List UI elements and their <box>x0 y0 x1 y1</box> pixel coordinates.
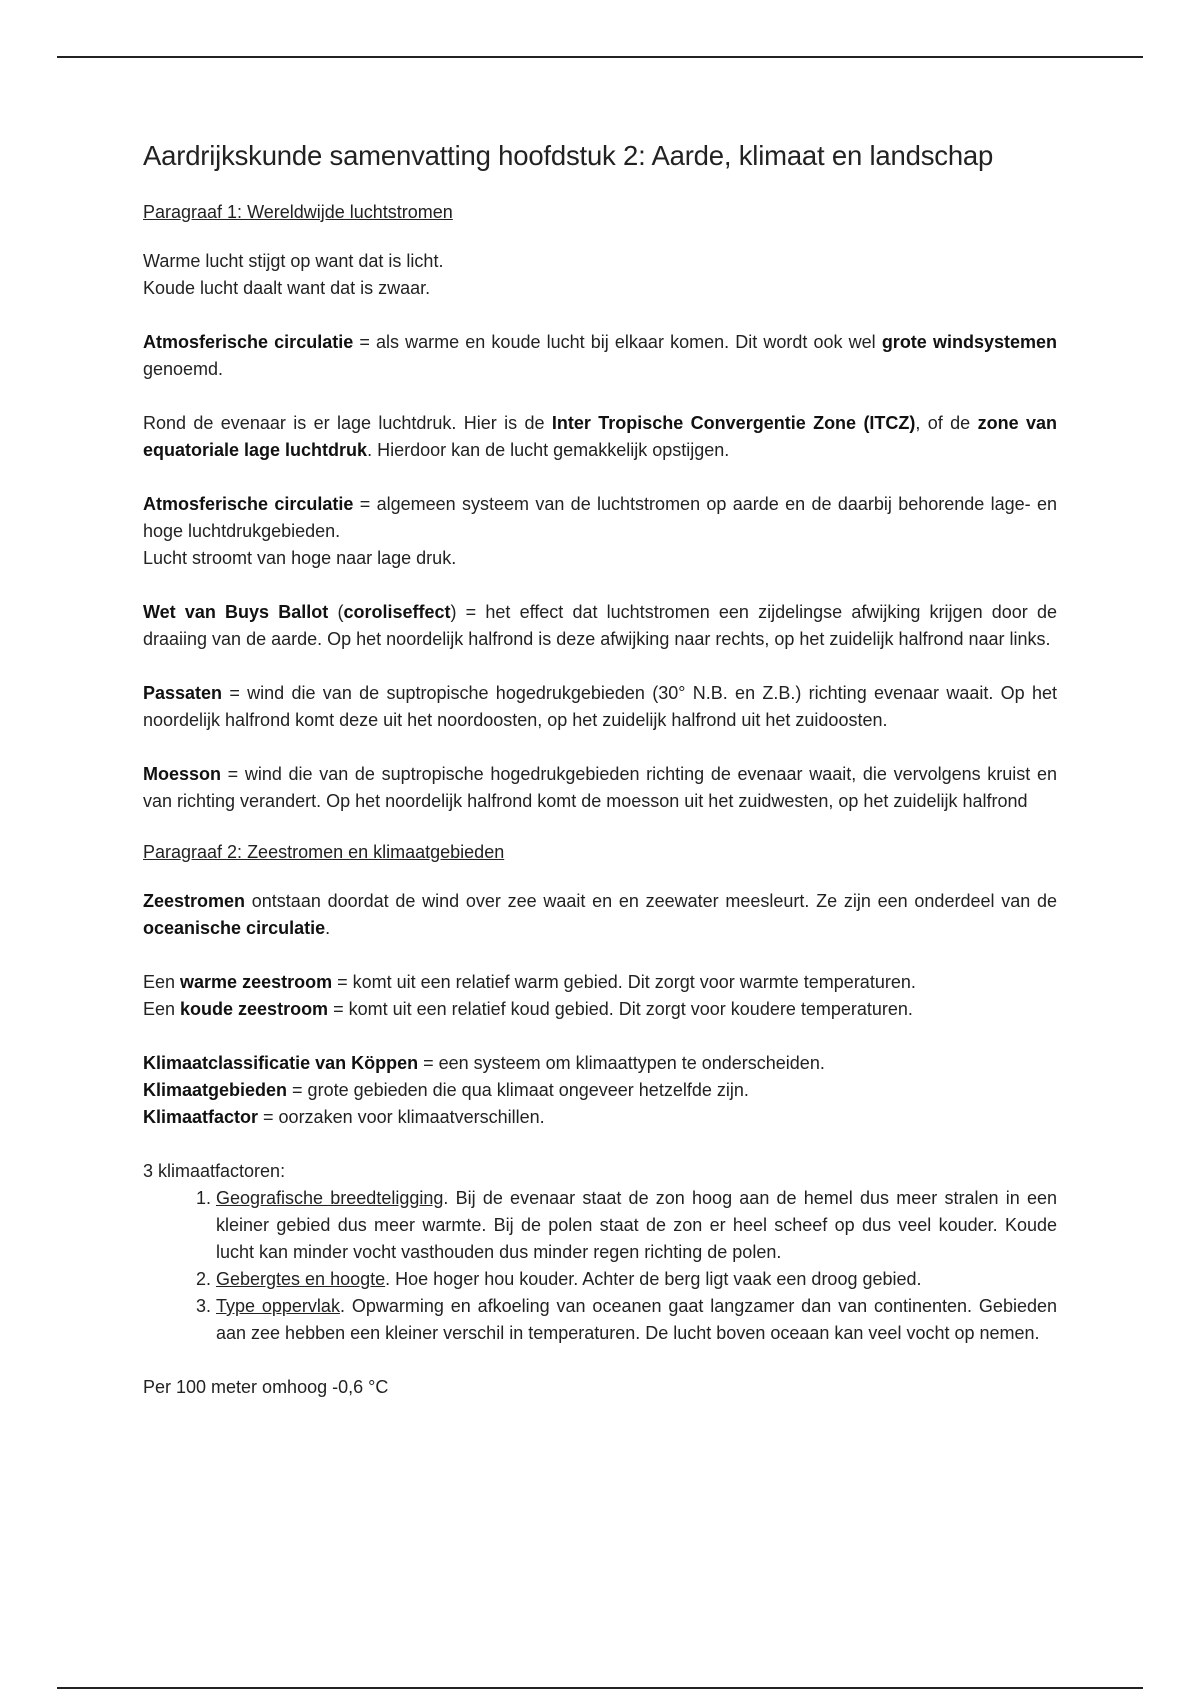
factor-label: Gebergtes en hoogte <box>216 1269 386 1289</box>
paragraph-sea-currents: Een warme zeestroom = komt uit een relatief warm gebied. Dit zorgt voor warmte temperaturen. Een koude zeestroom = komt uit een relatief koud gebied. Dit zorgt voor koudere temperaturen. <box>143 972 916 1019</box>
final-note: Per 100 meter omhoog -0,6 °C <box>143 1377 389 1397</box>
term-wind-systems: grote windsystemen <box>881 332 1057 352</box>
factors-intro: 3 klimaatfactoren: <box>143 1161 286 1181</box>
paragraph-passaten: Passaten = wind die van de suptropische hogedrukgebieden (30° N.B. en Z.B.) richting evenaar waait. Op het noordelijk halfrond komt deze uit het noordoosten, op het zuidelijk halfrond uit het zuidoosten. <box>143 683 1057 730</box>
term-passaten: Passaten <box>143 683 223 703</box>
term-coriolis: coroliseffect <box>343 602 451 622</box>
term-cold-current: koude zeestroom <box>180 999 329 1019</box>
paragraph-climate-definitions: Klimaatclassificatie van Köppen = een systeem om klimaattypen te onderscheiden. Klimaatgebieden = grote gebieden die qua klimaat ongeveer hetzelfde zijn. Klimaatfactor = oorzaken voor klimaatverschillen. <box>143 1053 825 1127</box>
warm-air-line: Warme lucht stijgt op want dat is licht. <box>143 251 444 271</box>
list-item: 3. Type oppervlak. Opwarming en afkoeling van oceanen gaat langzamer dan van continenten. Gebieden aan zee hebben een kleiner verschil in temperaturen. De lucht boven oceaan kan veel vocht op nemen. <box>216 1293 1057 1347</box>
term-climate-regions: Klimaatgebieden <box>143 1080 288 1100</box>
paragraph-atmospheric-circulation-1: Atmosferische circulatie = als warme en koude lucht bij elkaar komen. Dit wordt ook wel grote windsystemen genoemd. <box>143 332 1057 379</box>
cold-air-line: Koude lucht daalt want dat is zwaar. <box>143 278 431 298</box>
factor-label: Type oppervlak <box>216 1296 340 1316</box>
header-rule <box>57 56 1143 58</box>
term-atmospheric-circulation-2: Atmosferische circulatie <box>143 494 354 514</box>
term-moesson: Moesson <box>143 764 222 784</box>
document-page <box>143 140 1057 1428</box>
paragraph-moesson: Moesson = wind die van de suptropische hogedrukgebieden richting de evenaar waait, die vervolgens kruist en van richting verandert. Op het noordelijk halfrond komt de moesson uit het zuidwesten, op het zuidelijk halfrond <box>143 764 1057 811</box>
term-equatorial-low: zone van equatoriale lage luchtdruk <box>143 413 1057 460</box>
paragraph-zeestromen: Zeestromen ontstaan doordat de wind over zee waait en en zeewater meesleurt. Ze zijn een onderdeel van de oceanische circulatie. <box>143 891 1057 938</box>
list-item: 1. Geografische breedteligging. Bij de evenaar staat de zon hoog aan de hemel dus meer stralen in een kleiner gebied dus meer warmte. Bij de polen staat de zon er heel scheef op dus veel kouder. Koude lucht kan minder vocht vasthouden dus minder regen richting de polen. <box>216 1185 1057 1266</box>
term-oceanic-circulation: oceanische circulatie <box>143 918 326 938</box>
term-climate-factor: Klimaatfactor <box>143 1107 259 1127</box>
page-title: Aardrijkskunde samenvatting hoofdstuk 2: Aarde, klimaat en landschap <box>143 140 994 171</box>
paragraph-atmospheric-circulation-2: Atmosferische circulatie = algemeen systeem van de luchtstromen op aarde en de daarbij behorende lage- en hoge luchtdrukgebieden. Lucht stroomt van hoge naar lage druk. <box>143 494 1057 568</box>
pressure-flow-line: Lucht stroomt van hoge naar lage druk. <box>143 548 457 568</box>
term-buys-ballot: Wet van Buys Ballot <box>143 602 329 622</box>
term-itcz: Inter Tropische Convergentie Zone (ITCZ) <box>551 413 916 433</box>
climate-factors-list <box>143 1185 1057 1347</box>
term-atmospheric-circulation: Atmosferische circulatie <box>143 332 354 352</box>
section-heading-2: Paragraaf 2: Zeestromen en klimaatgebieden <box>143 842 505 862</box>
term-koppen: Klimaatclassificatie van Köppen <box>143 1053 419 1073</box>
term-zeestromen: Zeestromen <box>143 891 246 911</box>
paragraph-buys-ballot: Wet van Buys Ballot (coroliseffect) = het effect dat luchtstromen een zijdelingse afwijking krijgen door de draaiing van de aarde. Op het noordelijk halfrond is deze afwijking naar rechts, op het zuidelijk halfrond naar links. <box>143 602 1057 649</box>
paragraph-itcz: Rond de evenaar is er lage luchtdruk. Hier is de Inter Tropische Convergentie Zone (ITCZ), of de zone van equatoriale lage luchtdruk. Hierdoor kan de lucht gemakkelijk opstijgen. <box>143 413 1057 460</box>
factor-label: Geografische breedteligging <box>216 1188 444 1208</box>
section-heading-1: Paragraaf 1: Wereldwijde luchtstromen <box>143 202 453 222</box>
paragraph-warm-cold <box>143 248 1057 302</box>
list-item: 2. Gebergtes en hoogte. Hoe hoger hou kouder. Achter de berg ligt vaak een droog gebied. <box>216 1266 1057 1293</box>
term-warm-current: warme zeestroom <box>180 972 333 992</box>
footer-rule <box>57 1687 1143 1689</box>
